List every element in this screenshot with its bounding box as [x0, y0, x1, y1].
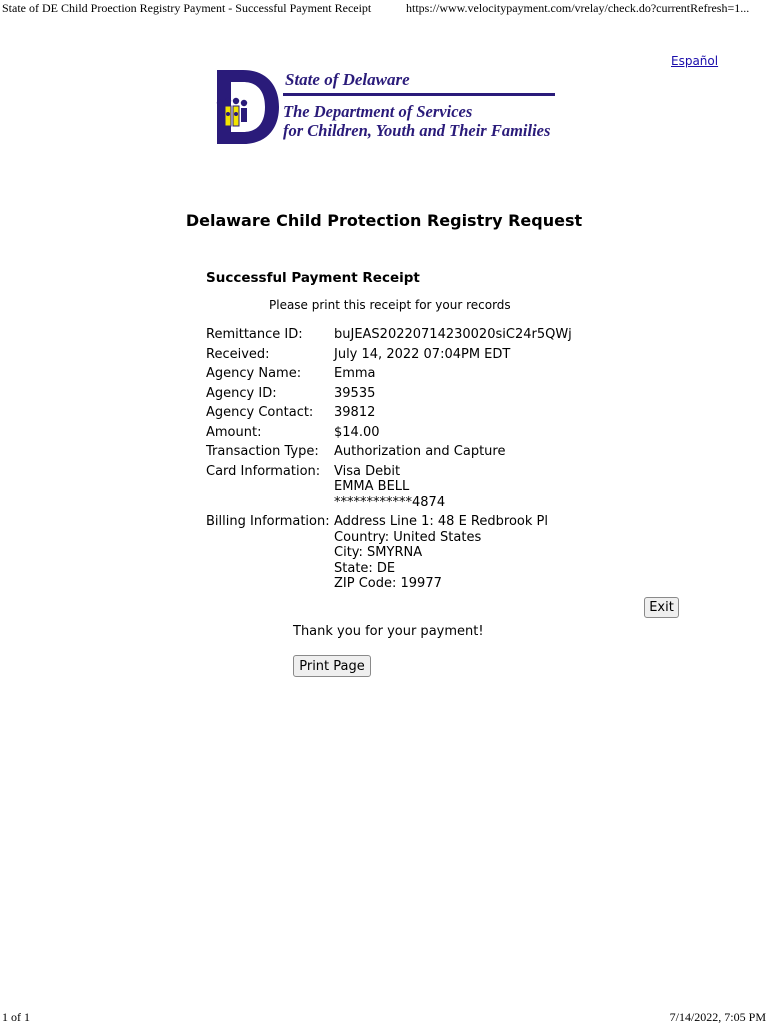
- agency-name-row: [206, 366, 626, 382]
- field-label: Agency Name:: [206, 366, 302, 381]
- field-value: [334, 425, 380, 441]
- billing-address-value: Address Line 1: 48 E Redbrook Pl: [334, 514, 548, 529]
- received-row: [206, 347, 626, 363]
- field-label: Received:: [206, 346, 270, 362]
- agency-logo: [215, 70, 560, 145]
- billing-country-value: Country: United States: [334, 529, 482, 545]
- print-date: 7/14/2022, 7:05 PM: [669, 1010, 766, 1024]
- cardholder-name-value: EMMA BELL: [334, 479, 410, 494]
- print-page-button[interactable]: Print Page: [293, 655, 371, 677]
- remittance-id-value: buJEAS20220714230020siC24r5QWj: [334, 327, 572, 342]
- espanol-link[interactable]: Español: [671, 54, 719, 68]
- transaction-type-value: Authorization and Capture: [334, 444, 506, 459]
- receipt-details: [206, 327, 626, 596]
- logo-department-text: The Department of Services: [283, 102, 473, 121]
- field-value: [334, 514, 548, 592]
- transaction-type-row: [206, 444, 626, 460]
- billing-information-row: [206, 514, 626, 592]
- agency-contact-value: 39812: [334, 405, 376, 420]
- receipt-subheading: Please print this receipt for your records: [269, 298, 511, 312]
- amount-value: $14.00: [334, 424, 380, 440]
- field-label: Remittance ID:: [206, 327, 303, 342]
- print-header: [0, 0, 768, 20]
- agency-id-row: [206, 386, 626, 402]
- agency-id-value: 39535: [334, 385, 376, 401]
- field-label: Billing Information:: [206, 514, 330, 529]
- field-value: [334, 405, 375, 421]
- logo-divider: [283, 93, 555, 96]
- document-title: State of DE Child Proection Registry Payment - Successful Payment Receipt: [2, 1, 372, 15]
- amount-row: [206, 425, 626, 441]
- field-label: Transaction Type:: [206, 444, 319, 459]
- agency-contact-row: [206, 405, 626, 421]
- field-value: [334, 444, 505, 460]
- field-value: [334, 464, 445, 511]
- receipt-heading: Successful Payment Receipt: [206, 270, 420, 286]
- field-label: Card Information:: [206, 463, 321, 479]
- thank-you-message: Thank you for your payment!: [293, 624, 484, 639]
- page-title: Delaware Child Protection Registry Request: [185, 211, 583, 230]
- logo-department-subtext: for Children, Youth and Their Families: [283, 121, 551, 140]
- billing-city-value: City: SMYRNA: [334, 545, 423, 560]
- card-type-value: Visa Debit: [334, 463, 401, 479]
- field-value: [334, 386, 375, 402]
- field-value: [334, 347, 510, 363]
- exit-button[interactable]: Exit: [644, 597, 679, 618]
- field-label: Agency Contact:: [206, 405, 314, 420]
- field-label: Agency ID:: [206, 385, 277, 401]
- delaware-dscyf-logo-icon: [215, 70, 281, 145]
- remittance-id-row: [206, 327, 626, 343]
- received-value: July 14, 2022 07:04PM EDT: [334, 346, 511, 362]
- document-url: https://www.velocitypayment.com/vrelay/check.do?currentRefresh=1...: [406, 1, 750, 15]
- field-label: Amount:: [206, 424, 262, 440]
- agency-name-value: Emma: [334, 366, 376, 381]
- billing-zip-value: ZIP Code: 19977: [334, 576, 442, 591]
- page-number: 1 of 1: [2, 1010, 30, 1024]
- card-information-row: [206, 464, 626, 511]
- billing-state-value: State: DE: [334, 560, 396, 576]
- card-number-value: ************4874: [334, 494, 446, 510]
- field-value: [334, 366, 376, 382]
- field-value: [334, 327, 572, 343]
- logo-state-text: State of Delaware: [285, 70, 410, 89]
